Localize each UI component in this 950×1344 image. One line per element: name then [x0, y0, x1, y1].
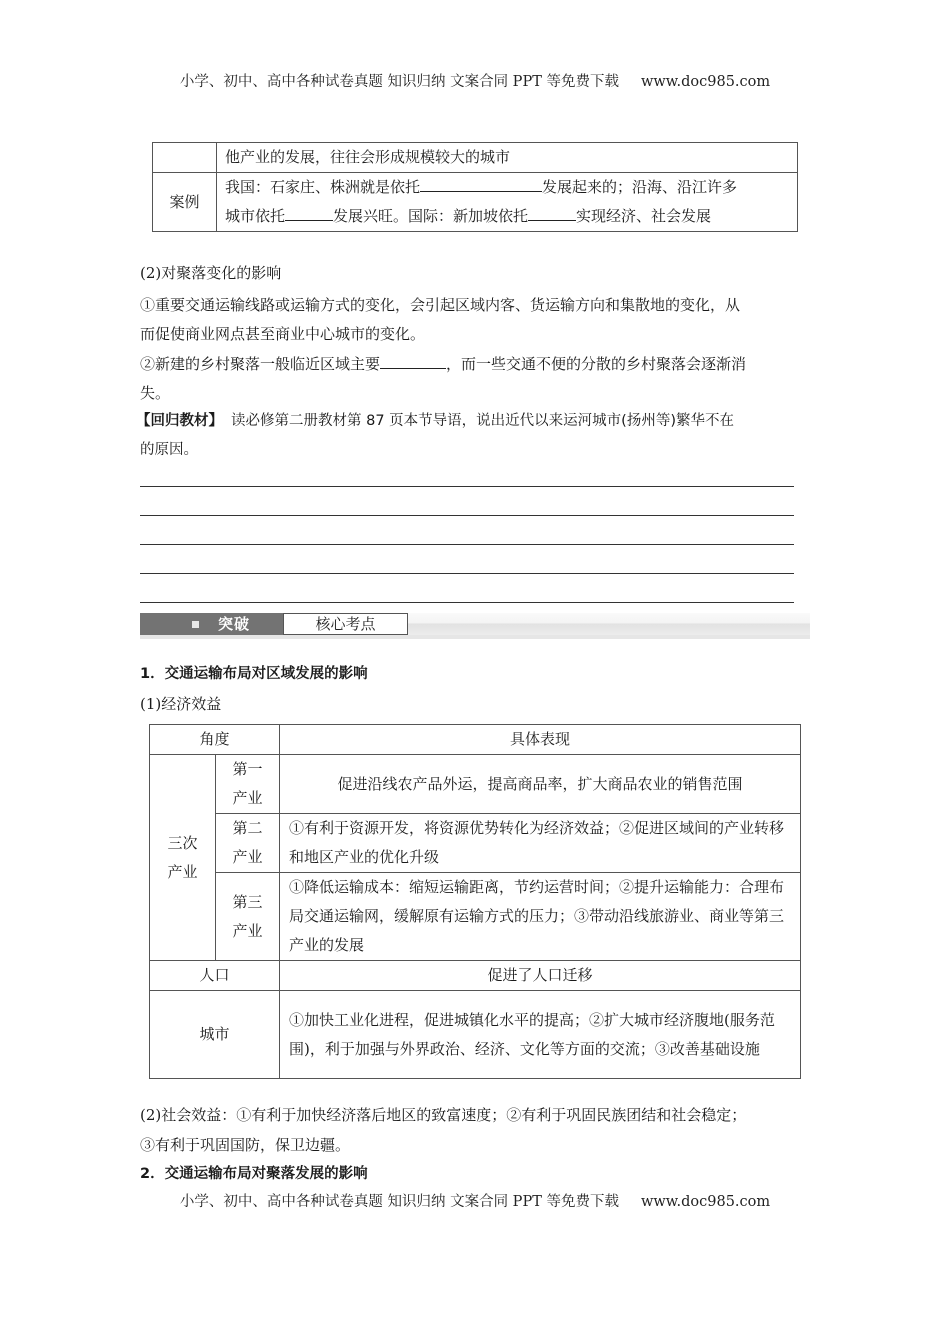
fill-blank[interactable] [285, 205, 333, 221]
table-row [150, 873, 801, 961]
table-row [153, 143, 798, 173]
answer-line[interactable] [140, 544, 794, 545]
column-header: 角度 [150, 725, 280, 755]
section-bar-underline [140, 635, 810, 639]
sub-label-line: 产业 [232, 921, 263, 940]
row-content: 促进了人口迁移 [280, 961, 801, 991]
paragraph: 而促使商业网点甚至商业中心城市的变化。 [140, 325, 426, 343]
row-label: 城市 [150, 991, 280, 1079]
answer-line[interactable] [140, 515, 794, 516]
group-label-line: 三次 [167, 833, 198, 852]
row-content: 促进沿线农产品外运，提高商品率，扩大商品农业的销售范围 [280, 755, 801, 814]
group-label-line: 产业 [167, 862, 198, 881]
row-label-case: 案例 [153, 173, 217, 232]
social-benefit: ③有利于巩固国防，保卫边疆。 [140, 1136, 351, 1154]
return-textbook-text-2: 的原因。 [140, 442, 198, 458]
table-row [150, 814, 801, 873]
paragraph [140, 349, 812, 379]
row-content: ①加快工业化进程，促进城镇化水平的提高；②扩大城市经济腹地(服务范围)，利于加强与外界政治、经济、文化等方面的交流；③改善基础设施 [280, 991, 801, 1079]
section-bar-dark-label: 突破 [218, 615, 251, 633]
table-row [150, 755, 801, 814]
economic-benefit-table [149, 724, 801, 1079]
case-text: 发展兴旺。国际：新加坡依托 [333, 207, 529, 225]
page-header [0, 70, 950, 91]
fill-blank[interactable] [420, 176, 542, 192]
paragraph: 失。 [140, 384, 171, 402]
row-content: 他产业的发展，往往会形成规模较大的城市 [217, 143, 798, 173]
row-label: 人口 [150, 961, 280, 991]
sub-label-line: 产业 [232, 848, 263, 866]
point-title: 1．交通运输布局对区域发展的影响 [140, 666, 368, 682]
row-content: ①降低运输成本：缩短运输距离，节约运营时间；②提升运输能力：合理布局交通运输网，缓解原有运输方式的压力；③带动沿线旅游业、商业等第三产业的发展 [280, 873, 801, 961]
table-row [153, 173, 798, 232]
footer-text: 小学、初中、高中各种试卷真题 知识归纳 文案合同 PPT 等免费下载 [179, 1194, 619, 1210]
header-url[interactable]: www.doc985.com [640, 74, 771, 90]
fill-blank[interactable] [380, 353, 446, 369]
fill-blank[interactable] [528, 205, 576, 221]
sub-label-line: 产业 [232, 789, 263, 807]
paragraph: ①重要交通运输线路或运输方式的变化，会引起区域内客、货运输方向和集散地的变化，从 [140, 296, 741, 314]
square-bullet-icon [192, 621, 199, 628]
answer-line[interactable] [140, 573, 794, 574]
table-header-row [150, 725, 801, 755]
header-text: 小学、初中、高中各种试卷真题 知识归纳 文案合同 PPT 等免费下载 [179, 74, 619, 90]
answer-line[interactable] [140, 486, 794, 487]
social-benefit: (2)社会效益：①有利于加快经济落后地区的致富速度；②有利于巩固民族团结和社会稳定； [140, 1106, 747, 1124]
sub-label [216, 873, 280, 961]
sub-label-line: 第三 [232, 892, 263, 911]
row-label [153, 143, 217, 173]
sub-label-line: 第二 [232, 819, 263, 837]
row-content-case [217, 173, 798, 232]
sub-label [216, 814, 280, 873]
sub-label-line: 第一 [232, 760, 263, 778]
answer-line[interactable] [140, 602, 794, 603]
point-subtitle: (1)经济效益 [140, 695, 222, 713]
section-header-bar [140, 613, 810, 635]
column-header: 具体表现 [280, 725, 801, 755]
point-title: 2．交通运输布局对聚落发展的影响 [140, 1166, 368, 1182]
case-text: 我国：石家庄、株洲就是依托 [225, 178, 421, 196]
section-bar-dark [140, 613, 283, 635]
row-content: ①有利于资源开发，将资源优势转化为经济效益；②促进区域间的产业转移和地区产业的优化升级 [280, 814, 801, 873]
city-formation-table [152, 142, 798, 232]
return-textbook [136, 406, 808, 436]
case-text: 发展起来的；沿海、沿江许多 [542, 178, 738, 196]
table-row [150, 991, 801, 1079]
section-bar-light-label: 核心考点 [283, 613, 408, 635]
paragraph-text: ，而一些交通不便的分散的乡村聚落会逐渐消 [446, 355, 747, 373]
return-textbook-tag: 【回归教材】 [136, 413, 223, 429]
case-text: 城市依托 [225, 207, 286, 225]
group-label [150, 755, 216, 961]
paragraph-text: ②新建的乡村聚落一般临近区域主要 [140, 355, 381, 373]
sub-label [216, 755, 280, 814]
return-textbook-text: 读必修第二册教材第 87 页本节导语，说出近代以来运河城市(扬州等)繁华不在 [231, 413, 734, 429]
case-text: 实现经济、社会发展 [576, 207, 712, 225]
page-footer [0, 1190, 950, 1211]
section-title: (2)对聚落变化的影响 [140, 264, 282, 282]
footer-url[interactable]: www.doc985.com [640, 1194, 771, 1210]
table-row [150, 961, 801, 991]
